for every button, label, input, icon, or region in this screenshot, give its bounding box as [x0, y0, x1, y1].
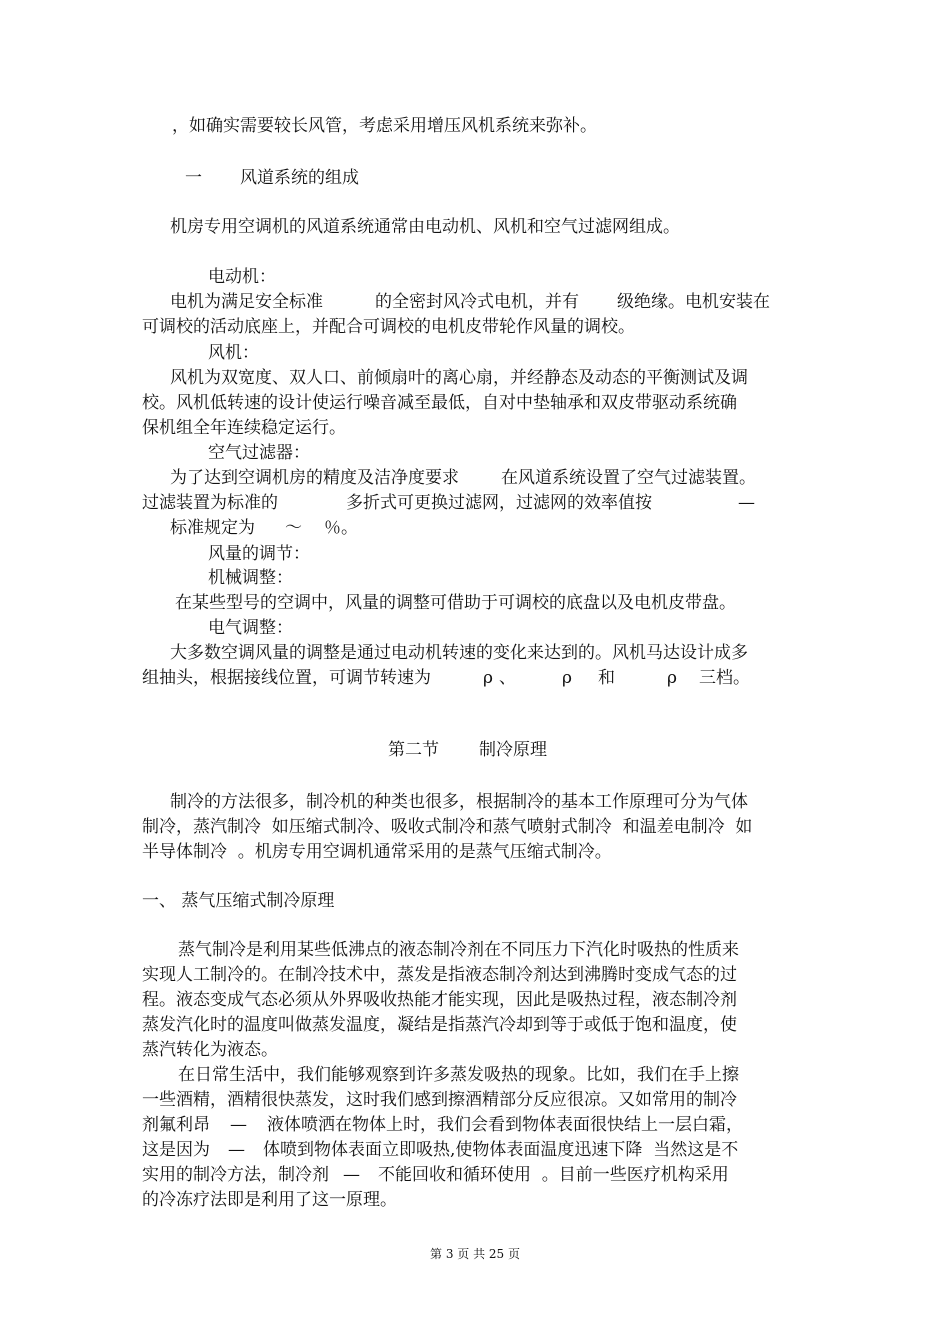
text-line: 蒸汽转化为液态。 [142, 1040, 278, 1060]
text-line: 可调校的活动底座上，并配合可调校的电机皮带轮作风量的调校。 [142, 317, 635, 337]
text-line: 大多数空调风量的调整是通过电动机转速的变化来达到的。风机马达设计成多 [170, 643, 748, 663]
text-line: 风机为双宽度、双人口、前倾扇叶的离心扇，并经静态及动态的平衡测试及调 [170, 368, 748, 388]
text-line: 在某些型号的空调中，风量的调整可借助于可调校的底盘以及电机皮带盘。 [175, 593, 736, 613]
text-line: 剂氟利昂 — 液体喷洒在物体上时，我们会看到物体表面很快结上一层白霜， [142, 1115, 743, 1135]
text-line: 在日常生活中，我们能够观察到许多蒸发吸热的现象。比如，我们在手上擦 [178, 1065, 739, 1085]
subheading-airflow: 风量的调节： [208, 544, 310, 564]
text-line: 保机组全年连续稳定运行。 [142, 418, 346, 438]
section-heading: 一、 蒸气压缩式制冷原理 [142, 891, 335, 911]
text-line: 组抽头，根据接线位置，可调节转速为 ρ 、 ρ 和 ρ 三档。 [142, 668, 750, 688]
text-line: 这是因为 — 体喷到物体表面立即吸热,使物体表面温度迅速下降 当然这是不 [142, 1140, 739, 1160]
text-line: 为了达到空调机房的精度及洁净度要求 在风道系统设置了空气过滤装置。 [170, 468, 756, 488]
text-line: 校。风机低转速的设计使运行噪音减至最低，自对中垫轴承和双皮带驱动系统确 [142, 393, 737, 413]
text-line: 标准规定为 ～ ％。 [170, 518, 358, 538]
text-line: 蒸气制冷是利用某些低沸点的液态制冷剂在不同压力下汽化时吸热的性质来 [178, 940, 739, 960]
text-line: 蒸发汽化时的温度叫做蒸发温度，凝结是指蒸汽冷却到等于或低于饱和温度，使 [142, 1015, 737, 1035]
text-line: 制冷的方法很多，制冷机的种类也很多，根据制冷的基本工作原理可分为气体 [170, 792, 748, 812]
section-heading: 风道系统的组成 [240, 168, 359, 188]
subheading-mechanical: 机械调整： [208, 568, 293, 588]
subheading-electrical: 电气调整： [208, 618, 293, 638]
page-footer: 第 3 页 共 25 页 [430, 1247, 520, 1261]
text-line: 电机为满足安全标准 的全密封风冷式电机，并有 级绝缘。电机安装在 [170, 292, 770, 312]
text-line: 的冷冻疗法即是利用了这一原理。 [142, 1190, 397, 1210]
subheading-fan: 风机： [208, 343, 259, 363]
chapter-heading: 第二节 制冷原理 [388, 740, 547, 760]
subheading-filter: 空气过滤器： [208, 443, 310, 463]
text-line: 制冷，蒸汽制冷 如压缩式制冷、吸收式制冷和蒸气喷射式制冷 和温差电制冷 如 [142, 817, 753, 837]
text-line: 一些酒精，酒精很快蒸发，这时我们感到擦酒精部分反应很凉。又如常用的制冷 [142, 1090, 737, 1110]
section-number: 一 [185, 168, 202, 188]
subheading-motor: 电动机： [208, 267, 276, 287]
text-line: 半导体制冷 。机房专用空调机通常采用的是蒸气压缩式制冷。 [142, 842, 612, 862]
text-line: 实用的制冷方法，制冷剂 — 不能回收和循环使用 。目前一些医疗机构采用 [142, 1165, 729, 1185]
text-line: 实现人工制冷的。在制冷技术中，蒸发是指液态制冷剂达到沸腾时变成气态的过 [142, 965, 737, 985]
text-line: 程。液态变成气态必须从外界吸收热能才能实现，因此是吸热过程，液态制冷剂 [142, 990, 737, 1010]
text-line: 机房专用空调机的风道系统通常由电动机、风机和空气过滤网组成。 [170, 217, 680, 237]
text-line: 过滤装置为标准的 多折式可更换过滤网，过滤网的效率值按 — [142, 493, 755, 513]
text-line: ，如确实需要较长风管，考虑采用增压风机系统来弥补。 [172, 116, 597, 136]
